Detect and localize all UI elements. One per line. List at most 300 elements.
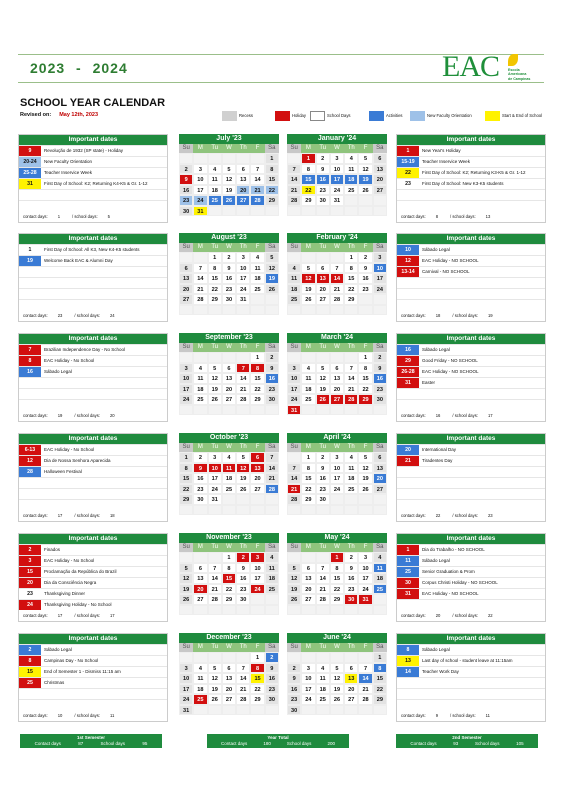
day-cell: 4 — [265, 552, 279, 563]
day-cell: 13 — [316, 273, 330, 284]
day-cell: 17 — [236, 273, 250, 284]
day-cell: 29 — [208, 294, 222, 305]
day-cell: 20 — [373, 174, 387, 185]
event-row — [19, 167, 167, 178]
weekday-label: F — [358, 343, 372, 352]
day-cell: 23 — [179, 195, 193, 206]
summary-value: School days — [100, 741, 126, 746]
event-row — [397, 677, 545, 688]
event-date: 7 — [19, 345, 41, 355]
day-cell: 6 — [373, 452, 387, 463]
day-cell: 25 — [344, 484, 358, 495]
weekday-label: W — [330, 343, 344, 352]
day-cell: 27 — [222, 394, 236, 405]
event-row — [19, 699, 167, 710]
contact-value: 23 — [57, 313, 63, 318]
empty-day — [287, 452, 301, 463]
day-cell: 2 — [316, 153, 330, 164]
day-counts — [401, 513, 493, 518]
day-cell: 1 — [265, 153, 279, 164]
day-grid — [179, 252, 279, 315]
day-cell: 18 — [193, 684, 207, 695]
day-cell: 20 — [250, 473, 264, 484]
day-cell: 25 — [250, 284, 264, 295]
event-date: 1 — [397, 146, 419, 156]
day-cell: 6 — [373, 153, 387, 164]
weekday-label: M — [301, 443, 315, 452]
event-row — [19, 399, 167, 410]
weekday-label: M — [301, 343, 315, 352]
empty-day — [330, 505, 344, 516]
day-cell: 24 — [236, 284, 250, 295]
school-value: 17 — [109, 613, 115, 618]
slash: / — [74, 713, 77, 718]
event-date: 2 — [19, 545, 41, 555]
weekday-row — [179, 343, 279, 352]
day-cell: 21 — [208, 584, 222, 595]
school-label: school days: — [76, 313, 100, 318]
day-cell: 19 — [330, 684, 344, 695]
day-cell: 31 — [330, 195, 344, 206]
day-cell: 8 — [330, 563, 344, 574]
legend-label: Start & End of School — [502, 113, 543, 118]
empty-day — [358, 195, 372, 206]
empty-day — [316, 652, 330, 663]
day-cell: 15 — [250, 673, 264, 684]
day-cell: 23 — [344, 584, 358, 595]
day-cell: 22 — [208, 284, 222, 295]
day-cell: 7 — [236, 663, 250, 674]
school-label: school days: — [452, 713, 476, 718]
event-row — [397, 299, 545, 310]
empty-day — [316, 305, 330, 316]
day-cell: 18 — [265, 573, 279, 584]
event-text: Teacher Inservice Week — [422, 159, 470, 164]
day-cell: 9 — [344, 563, 358, 574]
day-cell: 11 — [316, 673, 330, 684]
day-cell: 17 — [179, 384, 193, 395]
day-cell: 19 — [358, 174, 372, 185]
day-cell: 16 — [179, 185, 193, 196]
empty-day — [250, 705, 264, 716]
day-cell: 22 — [330, 584, 344, 595]
day-cell: 10 — [287, 373, 301, 384]
event-text: First Day of School: K2; Returning K4-K5 & Gr. 1-12 — [44, 181, 148, 186]
day-cell: 14 — [193, 273, 207, 284]
day-cell: 20 — [179, 284, 193, 295]
day-cell: 30 — [265, 694, 279, 705]
event-text: Tiradentes Day — [422, 458, 453, 463]
school-label: school days: — [454, 413, 478, 418]
event-row — [397, 399, 545, 410]
day-counts — [401, 613, 493, 618]
weekday-label: W — [330, 643, 344, 652]
event-date: 25 — [19, 678, 41, 688]
summary-title: Year Total — [267, 735, 289, 740]
day-cell: 16 — [265, 373, 279, 384]
day-cell: 10 — [250, 563, 264, 574]
event-text: Proclamação da República do Brazil — [44, 569, 117, 574]
day-cell: 7 — [208, 563, 222, 574]
month-calendar — [287, 433, 387, 515]
empty-day — [344, 405, 358, 416]
day-cell: 13 — [344, 673, 358, 684]
event-row — [19, 366, 167, 377]
empty-day — [208, 652, 222, 663]
weekday-label: F — [250, 443, 264, 452]
legend-swatch — [410, 111, 425, 121]
day-cell: 29 — [344, 294, 358, 305]
day-cell: 5 — [265, 252, 279, 263]
day-cell: 22 — [250, 684, 264, 695]
empty-day — [193, 652, 207, 663]
day-cell: 31 — [179, 705, 193, 716]
empty-day — [287, 352, 301, 363]
day-cell: 10 — [179, 673, 193, 684]
month-calendar — [179, 533, 279, 615]
legend-swatch — [222, 111, 237, 121]
empty-day — [236, 505, 250, 516]
contact-value: 9 — [435, 713, 439, 718]
day-cell: 19 — [222, 185, 236, 196]
day-cell: 8 — [358, 363, 372, 374]
day-cell: 8 — [250, 363, 264, 374]
contact-label: contact days: — [23, 613, 48, 618]
empty-day — [373, 206, 387, 217]
event-date: 11 — [397, 556, 419, 566]
weekday-row — [287, 543, 387, 552]
weekday-label: Su — [287, 643, 301, 652]
day-cell: 27 — [193, 594, 207, 605]
weekday-label: Sa — [265, 443, 279, 452]
slash: / — [74, 513, 77, 518]
day-cell: 18 — [316, 684, 330, 695]
day-cell: 26 — [358, 185, 372, 196]
important-dates-panel — [396, 433, 546, 522]
day-cell: 2 — [373, 352, 387, 363]
event-text: EAC Holiday - No School — [44, 558, 95, 563]
day-cell: 20 — [222, 384, 236, 395]
event-date: 23 — [19, 589, 41, 599]
important-dates-panel — [396, 333, 546, 422]
empty-day — [265, 206, 279, 217]
day-cell: 4 — [373, 552, 387, 563]
event-text: Sábado Legal — [422, 247, 450, 252]
day-cell: 18 — [373, 573, 387, 584]
event-date: 1 — [397, 545, 419, 555]
day-cell: 25 — [222, 484, 236, 495]
weekday-label: Tu — [208, 543, 222, 552]
day-cell: 1 — [301, 153, 315, 164]
day-cell: 3 — [330, 452, 344, 463]
day-cell: 2 — [316, 452, 330, 463]
legend-swatch — [485, 111, 500, 121]
day-cell: 27 — [179, 294, 193, 305]
important-dates-panel — [18, 233, 168, 322]
day-grid — [179, 153, 279, 216]
day-cell: 15 — [222, 573, 236, 584]
day-cell: 1 — [179, 452, 193, 463]
important-dates-header: Important dates — [397, 634, 545, 644]
month-calendar — [287, 533, 387, 615]
event-date: 25-28 — [19, 168, 41, 178]
month-calendar — [287, 233, 387, 315]
empty-day — [208, 552, 222, 563]
day-grid — [287, 352, 387, 415]
empty-day — [287, 153, 301, 164]
day-cell: 11 — [222, 463, 236, 474]
empty-day — [222, 494, 236, 505]
weekday-label: W — [222, 543, 236, 552]
slash: / — [452, 513, 455, 518]
weekday-label: Th — [236, 243, 250, 252]
day-cell: 9 — [358, 263, 372, 274]
empty-day — [358, 405, 372, 416]
contact-label: contact days: — [23, 413, 48, 418]
event-row — [397, 178, 545, 189]
day-cell: 5 — [179, 563, 193, 574]
day-cell: 23 — [222, 284, 236, 295]
day-grid — [287, 153, 387, 216]
day-cell: 1 — [373, 652, 387, 663]
day-cell: 2 — [179, 164, 193, 175]
event-row — [19, 178, 167, 189]
event-date: 8 — [19, 356, 41, 366]
event-row — [397, 156, 545, 167]
empty-day — [287, 652, 301, 663]
important-dates-header: Important dates — [397, 534, 545, 544]
day-cell: 9 — [236, 563, 250, 574]
day-cell: 6 — [330, 363, 344, 374]
day-cell: 27 — [250, 484, 264, 495]
empty-day — [373, 705, 387, 716]
empty-day — [358, 294, 372, 305]
event-date: 25 — [397, 567, 419, 577]
day-cell: 7 — [344, 363, 358, 374]
weekday-label: Sa — [373, 243, 387, 252]
day-cell: 28 — [344, 394, 358, 405]
day-cell: 4 — [301, 363, 315, 374]
event-row — [397, 355, 545, 366]
day-cell: 14 — [358, 673, 372, 684]
day-grid — [179, 652, 279, 715]
day-cell: 6 — [222, 363, 236, 374]
empty-day — [265, 405, 279, 416]
day-cell: 5 — [208, 363, 222, 374]
empty-day — [301, 252, 315, 263]
event-row — [19, 477, 167, 488]
important-dates-header: Important dates — [397, 334, 545, 344]
empty-day — [208, 505, 222, 516]
month-title: October '23 — [179, 433, 279, 443]
empty-day — [344, 652, 358, 663]
important-dates-header: Important dates — [19, 334, 167, 344]
revision-date: Revised on: May 12th, 2023 — [20, 112, 99, 118]
day-cell: 4 — [287, 263, 301, 274]
event-text: First Day of School: K2; Returning K3-K5 & Gr. 1-12 — [422, 170, 526, 175]
day-cell: 1 — [358, 352, 372, 363]
school-label: school days: — [76, 513, 100, 518]
weekday-label: F — [250, 643, 264, 652]
event-row — [19, 255, 167, 266]
weekday-label: W — [222, 443, 236, 452]
day-cell: 26 — [287, 594, 301, 605]
day-cell: 27 — [236, 195, 250, 206]
event-date: 1 — [19, 245, 41, 255]
day-cell: 25 — [193, 394, 207, 405]
day-cell: 30 — [179, 206, 193, 217]
event-row — [397, 277, 545, 288]
empty-day — [358, 494, 372, 505]
day-cell: 8 — [222, 563, 236, 574]
important-dates-header: Important dates — [397, 234, 545, 244]
summary-value: Contact days — [34, 741, 61, 746]
day-cell: 21 — [344, 384, 358, 395]
day-cell: 12 — [179, 573, 193, 584]
event-row — [397, 244, 545, 255]
month-title: July '23 — [179, 134, 279, 144]
day-cell: 30 — [236, 594, 250, 605]
day-grid — [179, 352, 279, 415]
day-cell: 8 — [373, 663, 387, 674]
weekday-label: Tu — [316, 243, 330, 252]
school-label: school days: — [76, 713, 100, 718]
day-cell: 20 — [316, 284, 330, 295]
weekday-label: Sa — [265, 543, 279, 552]
day-cell: 15 — [250, 373, 264, 384]
event-date: 22 — [397, 168, 419, 178]
slash: / — [450, 214, 453, 219]
event-date: 12 — [397, 256, 419, 266]
event-text: Corpus Christi Holiday - NO SCHOOL — [422, 580, 498, 585]
day-cell: 16 — [373, 373, 387, 384]
month-title: June '24 — [287, 633, 387, 643]
day-cell: 26 — [316, 394, 330, 405]
empty-day — [193, 405, 207, 416]
day-cell: 14 — [265, 463, 279, 474]
important-dates-header: Important dates — [397, 434, 545, 444]
event-date: 15 — [19, 567, 41, 577]
event-row — [397, 366, 545, 377]
event-text: First Day of School: All K3, New K4-K5 students — [44, 247, 140, 252]
event-row — [397, 167, 545, 178]
day-cell: 17 — [208, 473, 222, 484]
day-cell: 19 — [265, 273, 279, 284]
empty-day — [373, 195, 387, 206]
day-cell: 12 — [316, 373, 330, 384]
empty-day — [330, 305, 344, 316]
day-cell: 21 — [265, 473, 279, 484]
day-cell: 11 — [344, 463, 358, 474]
event-row — [19, 566, 167, 577]
day-cell: 26 — [265, 284, 279, 295]
legend-label: Activities — [386, 113, 403, 118]
empty-day — [373, 605, 387, 616]
event-row — [19, 145, 167, 156]
day-cell: 12 — [208, 673, 222, 684]
day-cell: 17 — [358, 573, 372, 584]
day-cell: 14 — [287, 174, 301, 185]
day-cell: 29 — [265, 195, 279, 206]
day-cell: 8 — [250, 663, 264, 674]
weekday-label: Tu — [316, 443, 330, 452]
day-cell: 18 — [344, 174, 358, 185]
contact-label: contact days: — [23, 313, 48, 318]
day-cell: 3 — [208, 452, 222, 463]
empty-day — [373, 294, 387, 305]
empty-day — [287, 505, 301, 516]
empty-day — [250, 594, 264, 605]
contact-label: contact days: — [23, 713, 48, 718]
day-cell: 23 — [265, 684, 279, 695]
school-years: 2023 - 2024 — [30, 60, 128, 76]
event-date: 29 — [397, 356, 419, 366]
weekday-label: M — [193, 543, 207, 552]
event-date: 14 — [397, 667, 419, 677]
empty-day — [344, 605, 358, 616]
day-cell: 12 — [222, 174, 236, 185]
slash: / — [72, 214, 75, 219]
school-value: 23 — [487, 513, 493, 518]
event-row — [19, 466, 167, 477]
important-dates-panel — [396, 633, 546, 722]
empty-day — [358, 206, 372, 217]
summary-box — [396, 734, 538, 748]
day-cell: 21 — [250, 185, 264, 196]
day-cell: 13 — [373, 164, 387, 175]
day-cell: 15 — [358, 373, 372, 384]
empty-day — [316, 206, 330, 217]
month-title: April '24 — [287, 433, 387, 443]
event-date: 20-24 — [19, 157, 41, 167]
empty-day — [222, 652, 236, 663]
important-dates-panel — [18, 433, 168, 522]
day-cell: 17 — [373, 273, 387, 284]
summary-value: 95 — [142, 741, 148, 746]
event-row — [19, 655, 167, 666]
day-cell: 22 — [179, 484, 193, 495]
day-cell: 11 — [265, 563, 279, 574]
day-cell: 29 — [179, 494, 193, 505]
day-cell: 29 — [222, 594, 236, 605]
day-cell: 6 — [250, 452, 264, 463]
slash: / — [74, 313, 77, 318]
slash: / — [450, 713, 453, 718]
event-text: Brazilian Independence Day - No School — [44, 347, 126, 352]
day-cell: 10 — [330, 164, 344, 175]
empty-day — [193, 305, 207, 316]
day-cell: 16 — [222, 273, 236, 284]
weekday-label: M — [193, 443, 207, 452]
empty-day — [330, 352, 344, 363]
event-text: Dia de Nossa Senhora Aparecida — [44, 458, 111, 463]
day-cell: 27 — [301, 594, 315, 605]
event-row — [19, 244, 167, 255]
empty-day — [301, 505, 315, 516]
event-date: 15 — [19, 667, 41, 677]
event-text: EAC Holiday - No School — [44, 447, 95, 452]
summary-title: 2nd Semester — [452, 735, 482, 740]
event-row — [397, 666, 545, 677]
day-cell: 24 — [208, 484, 222, 495]
day-cell: 18 — [344, 473, 358, 484]
weekday-label: Th — [236, 343, 250, 352]
contact-label: contact days: — [401, 513, 426, 518]
month-title: August '23 — [179, 233, 279, 243]
summary-value: 200 — [327, 741, 335, 746]
day-cell: 15 — [301, 473, 315, 484]
day-cell: 4 — [344, 452, 358, 463]
